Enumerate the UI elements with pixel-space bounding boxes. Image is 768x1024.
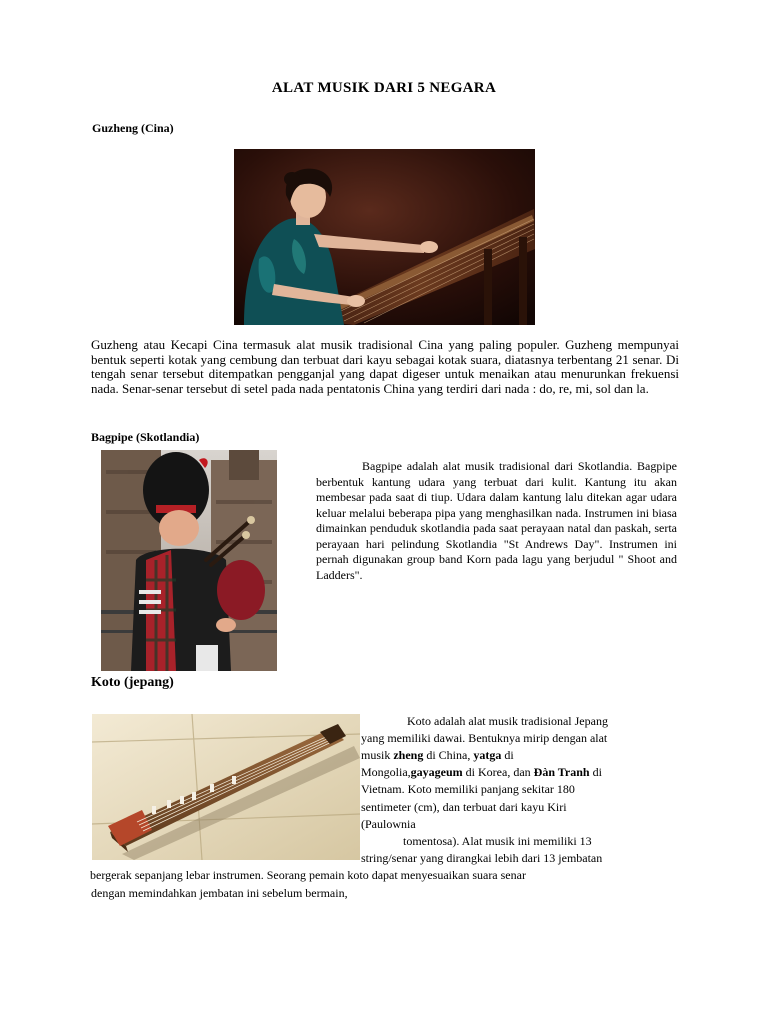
term-dan-tranh: Đàn Tranh [533, 765, 590, 779]
koto-line-4 [361, 765, 691, 781]
term-yatga: yatga [473, 748, 502, 762]
guzheng-heading: Guzheng (Cina) [92, 121, 174, 135]
bagpipe-photo [101, 450, 277, 671]
bagpipe-heading: Bagpipe (Skotlandia) [91, 430, 200, 444]
koto-line-6: sentimeter (cm), dan terbuat dari kayu Kiri [361, 800, 567, 814]
bagpipe-paragraph: Bagpipe adalah alat musik tradisional dari Skotlandia. Bagpipe berbentuk kantung udara yang terbuat dari kulit. Kantung itu akan membesar pada saat di tiup. Udara dalam kantung lalu ditekan agar udara keluar melalui beberapa pipa yang menghasilkan nada. Instrumen ini biasa dimainkan penduduk skotlandia pada saat perayaan natal dan paskah, serta perayaan hari pelindung Skotlandia "St Andrews Day". Instrumen ini pernah digunakan group band Korn pada lagu yang berjudul " Shoot and Ladders". [316, 459, 677, 582]
guzheng-paragraph: Guzheng atau Kecapi Cina termasuk alat musik tradisional Cina yang paling populer. Guzheng mempunyai bentuk seperti kotak yang cembung dan terbuat dari kayu sebagai kotak suara, diatasnya terbentang 21 senar. Di tengah senar tersebut ditempatkan pengganjal yang dapat digeser untuk menaikan atau menurunkan frekuensi nada. Senar-senar tersebut di setel pada nada pentatonis China yang terdiri dari nada : do, re, mi, sol dan la. [91, 337, 679, 396]
koto-line-10: bergerak sepanjang lebar instrumen. Seorang pemain koto dapat menyesuaikan suara senar [90, 868, 526, 882]
koto-line-2: yang memiliki dawai. Bentuknya mirip dengan alat [361, 731, 608, 745]
koto-line-11: dengan memindahkan jembatan ini sebelum bermain, [91, 886, 348, 900]
term-gayageum: gayageum [410, 765, 463, 779]
koto-line-7: (Paulownia [361, 817, 416, 831]
koto-line-4-mid: di Korea, dan [462, 765, 534, 779]
koto-line-3-pre: musik [361, 748, 394, 762]
koto-heading: Koto (jepang) [91, 675, 174, 690]
koto-line-3 [361, 748, 681, 764]
koto-photo [92, 714, 360, 860]
koto-line-3-post: di [501, 748, 514, 762]
koto-line-9: string/senar yang dirangkai lebih dari 13 jembatan [361, 851, 603, 865]
term-zheng: zheng [393, 748, 424, 762]
koto-line-5: Vietnam. Koto memiliki panjang sekitar 180 [361, 782, 575, 796]
koto-line-3-mid: di China, [423, 748, 474, 762]
koto-line-4-post: di [589, 765, 602, 779]
koto-line-1: Koto adalah alat musik tradisional Jepang [407, 714, 608, 728]
koto-line-8: tomentosa). Alat musik ini memiliki 13 [403, 834, 592, 848]
koto-line-4-pre: Mongolia, [361, 765, 411, 779]
page-title: ALAT MUSIK DARI 5 NEGARA [271, 80, 497, 96]
guzheng-photo [234, 149, 535, 325]
